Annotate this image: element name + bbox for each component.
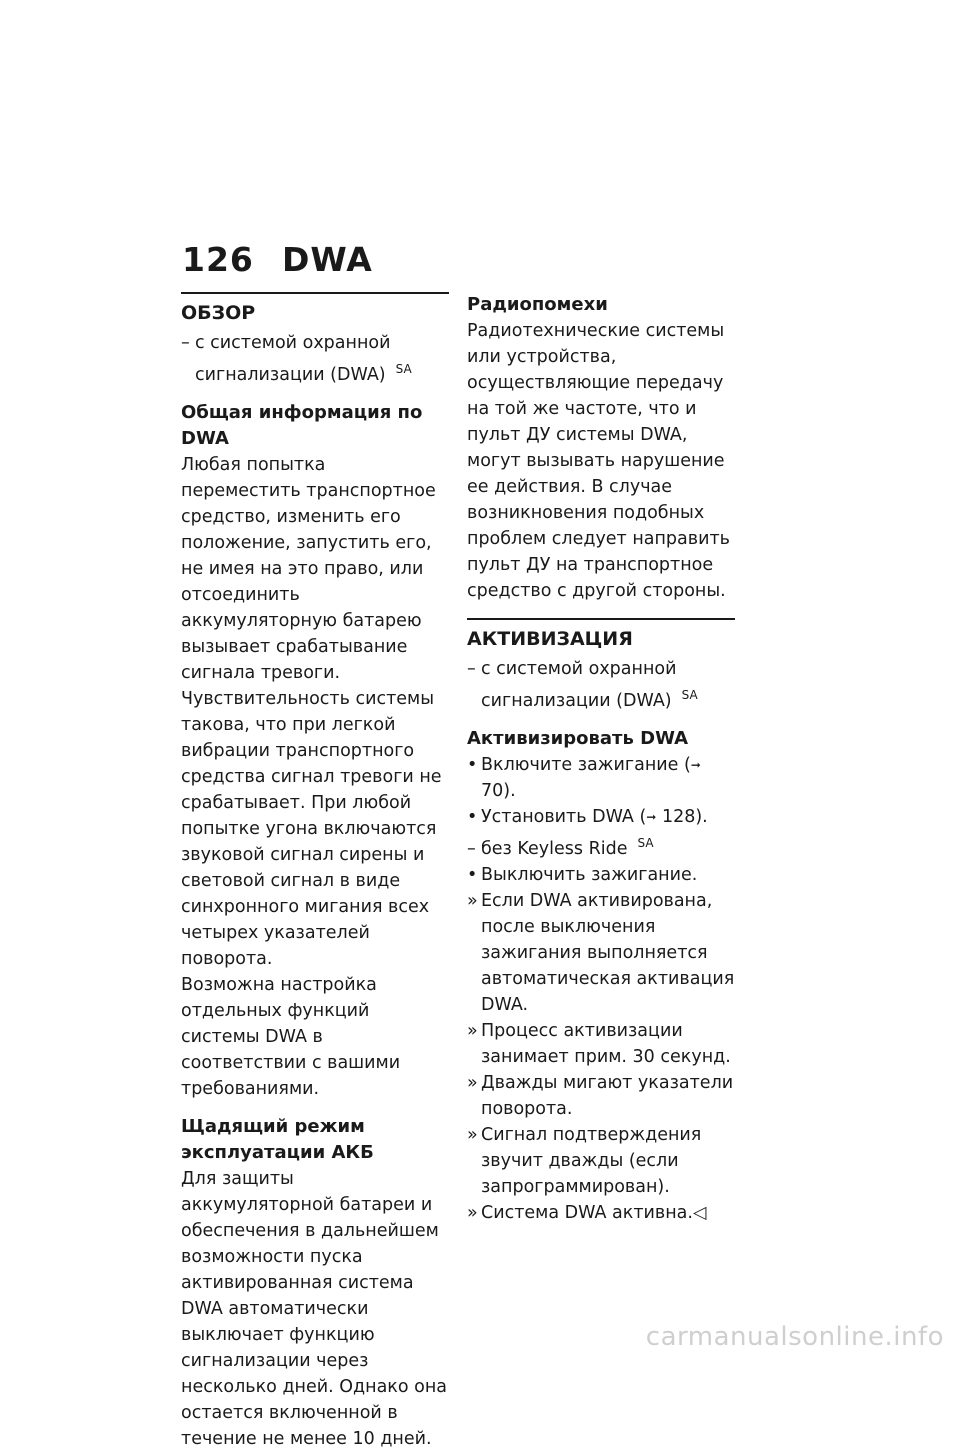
section-rule [467,618,735,620]
option-text: с системой охранной сигнализации (DWA) [195,333,391,385]
step-item [467,1122,735,1200]
sa-badge: SA [395,362,412,376]
watermark: carmanualsonline.info [645,1322,944,1352]
dash-marker: – [181,333,190,353]
section-title-activation: АКТИВИЗАЦИЯ [467,628,633,650]
dash-marker: – [467,838,476,859]
step-tail: ). [695,806,708,827]
chapter-title: DWA [282,240,373,279]
page-ref: 128 [661,806,696,827]
result-marker: » [467,1072,478,1093]
subtitle-activate-dwa: Активизировать DWA [467,727,689,749]
option-line [181,330,449,388]
step-text: Если DWA активирована, после выключения зажигания выполняется автоматическая активация DWA. [481,890,735,1015]
general-paragraph-1: Любая попытка переместить транспортное средство, изменить его положение, запустить его, не имея на это право, или отсоединить аккумуляторную батарею вызывает срабатывание сигнала тревоги. [181,454,436,683]
step-item [467,1070,735,1122]
subtitle-radio-interference: Радиопомехи [467,294,608,315]
bullet-marker: • [467,864,478,885]
step-text: Выключить зажигание. [481,864,698,885]
left-column [181,292,449,1452]
step-text: без Keyless Ride [481,838,628,859]
result-marker: » [467,1020,478,1041]
arrow-ref-icon: ➞ [646,809,657,824]
right-column [467,292,735,1226]
option-text: с системой охранной сигнализации (DWA) [481,659,677,711]
end-mark-icon: ◁ [692,1202,707,1223]
subtitle-general-info: Общая информация по DWA [181,401,423,449]
step-item [467,752,735,804]
arrow-ref-icon: ➞ [690,757,701,772]
step-item [467,862,735,888]
step-text: Дважды мигают указатели поворота. [481,1072,734,1119]
step-item [467,1018,735,1070]
general-paragraph-3: Возможна настройка отдельных функций системы DWA в соответствии с вашими требованиями. [181,974,401,1099]
page-number: 126 [182,240,254,279]
subtitle-battery-saving: Щадящий режим эксплуатации АКБ [181,1115,374,1163]
bullet-marker: • [467,754,478,775]
sa-badge: SA [681,688,698,702]
step-item [467,888,735,1018]
sa-badge: SA [637,835,654,850]
step-text: Включите зажигание ( [481,754,691,775]
general-paragraph-2: Чувствительность системы такова, что при легкой вибрации транспортного средства сигнал тревоги не срабатывает. При любой попытке угона включаются звуковой сигнал сирены и световой сигнал в виде синхронного мигания всех четырех указателей поворота. [181,688,442,969]
page-header [182,240,373,279]
step-item [467,830,735,862]
option-line [467,656,735,714]
result-marker: » [467,890,478,911]
result-marker: » [467,1124,478,1145]
dash-marker: – [467,659,476,679]
bullet-marker: • [467,806,478,827]
step-item [467,804,735,830]
step-text: Процесс активизации занимает прим. 30 секунд. [481,1020,731,1067]
section-title-overview: ОБЗОР [181,302,256,324]
radio-paragraph: Радиотехнические системы или устройства, осуществляющие передачу на той же частоте, что и пульт ДУ системы DWA, могут вызывать нарушение ее действия. В случае возникновения подобных проблем следует направить пульт ДУ на транспортное средство с другой стороны. [467,321,730,601]
battery-saving-paragraph: Для защиты аккумуляторной батареи и обеспечения в дальнейшем возможности пуска активированная система DWA автоматически выключает функцию сигнализации через несколько дней. Однако она остается включенной в течение не менее 10 дней. [181,1168,448,1449]
section-rule [181,292,449,294]
step-text: Система DWA активна. [481,1202,693,1223]
step-item [467,1200,735,1226]
result-marker: » [467,1202,478,1223]
activation-steps [467,752,735,1226]
step-text: Установить DWA ( [481,806,647,827]
step-tail: ). [503,780,516,801]
step-text: Сигнал подтверждения звучит дважды (если запрограммирован). [481,1124,702,1197]
page-ref: 70 [481,780,504,801]
